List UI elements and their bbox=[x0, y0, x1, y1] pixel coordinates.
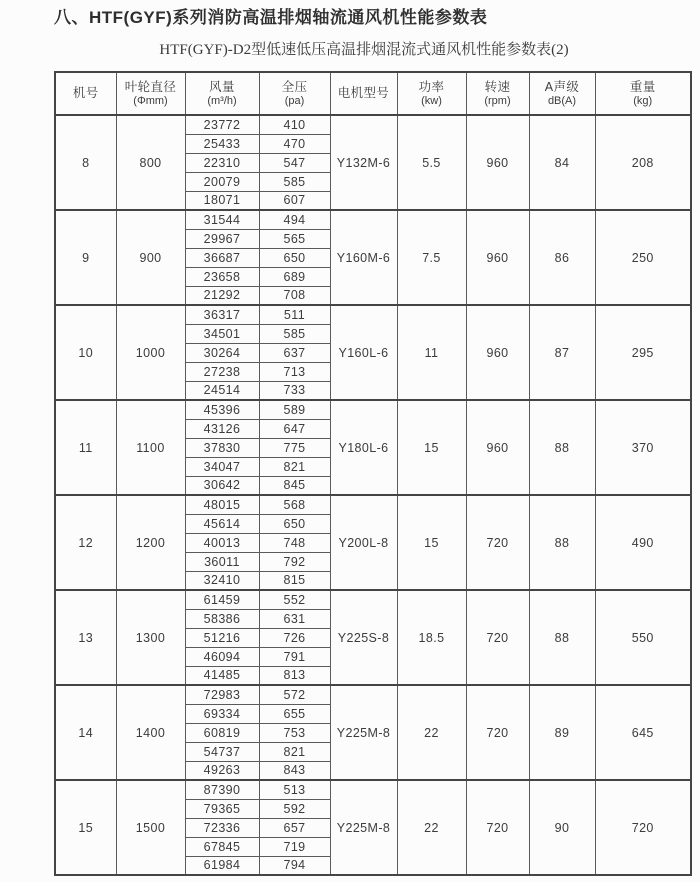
cell-airflow: 41485 bbox=[185, 666, 259, 685]
page-title: 八、HTF(GYF)系列消防高温排烟轴流通风机性能参数表 bbox=[54, 8, 488, 27]
cell-speed: 720 bbox=[466, 590, 529, 685]
cell-total-pressure: 791 bbox=[259, 647, 330, 666]
table-row bbox=[55, 590, 691, 609]
cell-airflow: 37830 bbox=[185, 438, 259, 457]
table-row bbox=[55, 685, 691, 704]
cell-total-pressure: 821 bbox=[259, 457, 330, 476]
table-row bbox=[55, 305, 691, 324]
cell-total-pressure: 637 bbox=[259, 343, 330, 362]
cell-total-pressure: 650 bbox=[259, 248, 330, 267]
cell-airflow: 23772 bbox=[185, 115, 259, 134]
cell-airflow: 22310 bbox=[185, 153, 259, 172]
header-label: 机号 bbox=[72, 86, 99, 100]
cell-total-pressure: 792 bbox=[259, 552, 330, 571]
cell-total-pressure: 821 bbox=[259, 742, 330, 761]
cell-total-pressure: 607 bbox=[259, 191, 330, 210]
cell-total-pressure: 813 bbox=[259, 666, 330, 685]
cell-machine-no: 8 bbox=[55, 115, 116, 210]
cell-noise-level: 90 bbox=[529, 780, 595, 875]
cell-total-pressure: 470 bbox=[259, 134, 330, 153]
cell-total-pressure: 513 bbox=[259, 780, 330, 799]
table-row bbox=[55, 780, 691, 799]
cell-total-pressure: 794 bbox=[259, 856, 330, 875]
cell-speed: 720 bbox=[466, 685, 529, 780]
header-speed bbox=[466, 72, 529, 115]
header-label: 重量 bbox=[629, 79, 656, 94]
cell-motor-model: Y225M-8 bbox=[330, 780, 397, 875]
cell-airflow: 21292 bbox=[185, 286, 259, 305]
cell-impeller-diameter: 1200 bbox=[116, 495, 185, 590]
header-airflow bbox=[185, 72, 259, 115]
cell-total-pressure: 650 bbox=[259, 514, 330, 533]
cell-noise-level: 88 bbox=[529, 400, 595, 495]
header-unit: (kw) bbox=[421, 94, 442, 107]
header-label: 叶轮直径 bbox=[124, 79, 177, 94]
cell-airflow: 72983 bbox=[185, 685, 259, 704]
cell-speed: 960 bbox=[466, 115, 529, 210]
cell-noise-level: 88 bbox=[529, 495, 595, 590]
cell-airflow: 24514 bbox=[185, 381, 259, 400]
cell-total-pressure: 748 bbox=[259, 533, 330, 552]
cell-power: 22 bbox=[397, 685, 466, 780]
header-label: 电机型号 bbox=[337, 86, 390, 100]
cell-airflow: 31544 bbox=[185, 210, 259, 229]
table-header-row bbox=[55, 72, 691, 115]
cell-total-pressure: 568 bbox=[259, 495, 330, 514]
cell-motor-model: Y160M-6 bbox=[330, 210, 397, 305]
cell-total-pressure: 719 bbox=[259, 837, 330, 856]
cell-power: 7.5 bbox=[397, 210, 466, 305]
cell-total-pressure: 494 bbox=[259, 210, 330, 229]
cell-machine-no: 9 bbox=[55, 210, 116, 305]
cell-total-pressure: 726 bbox=[259, 628, 330, 647]
cell-weight: 550 bbox=[595, 590, 691, 685]
cell-total-pressure: 733 bbox=[259, 381, 330, 400]
cell-airflow: 36687 bbox=[185, 248, 259, 267]
cell-airflow: 49263 bbox=[185, 761, 259, 780]
cell-weight: 295 bbox=[595, 305, 691, 400]
cell-total-pressure: 843 bbox=[259, 761, 330, 780]
page bbox=[0, 7, 700, 882]
cell-total-pressure: 547 bbox=[259, 153, 330, 172]
cell-total-pressure: 592 bbox=[259, 799, 330, 818]
cell-total-pressure: 585 bbox=[259, 324, 330, 343]
cell-weight: 490 bbox=[595, 495, 691, 590]
cell-weight: 208 bbox=[595, 115, 691, 210]
cell-noise-level: 89 bbox=[529, 685, 595, 780]
cell-speed: 720 bbox=[466, 780, 529, 875]
cell-machine-no: 13 bbox=[55, 590, 116, 685]
cell-total-pressure: 511 bbox=[259, 305, 330, 324]
header-unit: (kg) bbox=[633, 94, 653, 107]
cell-airflow: 25433 bbox=[185, 134, 259, 153]
cell-motor-model: Y180L-6 bbox=[330, 400, 397, 495]
cell-power: 5.5 bbox=[397, 115, 466, 210]
cell-impeller-diameter: 1100 bbox=[116, 400, 185, 495]
cell-airflow: 18071 bbox=[185, 191, 259, 210]
cell-machine-no: 10 bbox=[55, 305, 116, 400]
cell-total-pressure: 775 bbox=[259, 438, 330, 457]
cell-speed: 960 bbox=[466, 305, 529, 400]
cell-total-pressure: 647 bbox=[259, 419, 330, 438]
cell-airflow: 58386 bbox=[185, 609, 259, 628]
header-noise-level bbox=[529, 72, 595, 115]
cell-motor-model: Y160L-6 bbox=[330, 305, 397, 400]
cell-noise-level: 86 bbox=[529, 210, 595, 305]
cell-total-pressure: 657 bbox=[259, 818, 330, 837]
header-impeller-diameter bbox=[116, 72, 185, 115]
cell-total-pressure: 708 bbox=[259, 286, 330, 305]
cell-airflow: 43126 bbox=[185, 419, 259, 438]
cell-airflow: 40013 bbox=[185, 533, 259, 552]
cell-airflow: 30642 bbox=[185, 476, 259, 495]
header-machine-no bbox=[55, 72, 116, 115]
cell-total-pressure: 815 bbox=[259, 571, 330, 590]
cell-speed: 720 bbox=[466, 495, 529, 590]
header-weight bbox=[595, 72, 691, 115]
header-total-pressure bbox=[259, 72, 330, 115]
cell-impeller-diameter: 1500 bbox=[116, 780, 185, 875]
cell-airflow: 29967 bbox=[185, 229, 259, 248]
cell-airflow: 79365 bbox=[185, 799, 259, 818]
cell-machine-no: 11 bbox=[55, 400, 116, 495]
cell-airflow: 51216 bbox=[185, 628, 259, 647]
cell-noise-level: 84 bbox=[529, 115, 595, 210]
header-unit: (m³/h) bbox=[207, 94, 237, 107]
cell-airflow: 61459 bbox=[185, 590, 259, 609]
cell-motor-model: Y200L-8 bbox=[330, 495, 397, 590]
cell-airflow: 60819 bbox=[185, 723, 259, 742]
table-row bbox=[55, 210, 691, 229]
header-unit: (pa) bbox=[284, 94, 305, 107]
table-row bbox=[55, 115, 691, 134]
cell-total-pressure: 410 bbox=[259, 115, 330, 134]
header-label: 转速 bbox=[484, 79, 511, 94]
cell-power: 18.5 bbox=[397, 590, 466, 685]
cell-power: 15 bbox=[397, 400, 466, 495]
cell-total-pressure: 565 bbox=[259, 229, 330, 248]
cell-airflow: 34047 bbox=[185, 457, 259, 476]
cell-motor-model: Y225S-8 bbox=[330, 590, 397, 685]
cell-machine-no: 12 bbox=[55, 495, 116, 590]
cell-impeller-diameter: 1400 bbox=[116, 685, 185, 780]
cell-weight: 250 bbox=[595, 210, 691, 305]
cell-total-pressure: 585 bbox=[259, 172, 330, 191]
cell-total-pressure: 713 bbox=[259, 362, 330, 381]
cell-weight: 645 bbox=[595, 685, 691, 780]
cell-total-pressure: 655 bbox=[259, 704, 330, 723]
table-body bbox=[55, 115, 691, 875]
header-unit: dB(A) bbox=[547, 94, 577, 107]
cell-speed: 960 bbox=[466, 400, 529, 495]
fan-performance-table bbox=[54, 71, 692, 876]
cell-motor-model: Y132M-6 bbox=[330, 115, 397, 210]
header-unit: (rpm) bbox=[484, 94, 511, 107]
cell-total-pressure: 552 bbox=[259, 590, 330, 609]
cell-airflow: 69334 bbox=[185, 704, 259, 723]
cell-weight: 370 bbox=[595, 400, 691, 495]
cell-impeller-diameter: 900 bbox=[116, 210, 185, 305]
cell-speed: 960 bbox=[466, 210, 529, 305]
cell-airflow: 20079 bbox=[185, 172, 259, 191]
cell-airflow: 45396 bbox=[185, 400, 259, 419]
cell-power: 22 bbox=[397, 780, 466, 875]
cell-airflow: 34501 bbox=[185, 324, 259, 343]
header-label: A声级 bbox=[544, 79, 580, 94]
cell-power: 11 bbox=[397, 305, 466, 400]
cell-power: 15 bbox=[397, 495, 466, 590]
cell-noise-level: 88 bbox=[529, 590, 595, 685]
cell-total-pressure: 753 bbox=[259, 723, 330, 742]
cell-airflow: 67845 bbox=[185, 837, 259, 856]
cell-airflow: 36011 bbox=[185, 552, 259, 571]
header-label: 风量 bbox=[209, 79, 235, 94]
cell-total-pressure: 589 bbox=[259, 400, 330, 419]
cell-airflow: 48015 bbox=[185, 495, 259, 514]
page-subtitle: HTF(GYF)-D2型低速低压高温排烟混流式通风机性能参数表(2) bbox=[159, 42, 569, 58]
cell-airflow: 61984 bbox=[185, 856, 259, 875]
cell-noise-level: 87 bbox=[529, 305, 595, 400]
cell-airflow: 30264 bbox=[185, 343, 259, 362]
cell-airflow: 32410 bbox=[185, 571, 259, 590]
cell-machine-no: 15 bbox=[55, 780, 116, 875]
cell-airflow: 72336 bbox=[185, 818, 259, 837]
header-label: 全压 bbox=[281, 79, 308, 94]
cell-airflow: 23658 bbox=[185, 267, 259, 286]
cell-impeller-diameter: 1300 bbox=[116, 590, 185, 685]
cell-weight: 720 bbox=[595, 780, 691, 875]
cell-airflow: 87390 bbox=[185, 780, 259, 799]
cell-airflow: 45614 bbox=[185, 514, 259, 533]
cell-airflow: 36317 bbox=[185, 305, 259, 324]
header-motor-model bbox=[330, 72, 397, 115]
cell-total-pressure: 845 bbox=[259, 476, 330, 495]
cell-impeller-diameter: 800 bbox=[116, 115, 185, 210]
header-unit: (Φmm) bbox=[133, 94, 168, 107]
cell-total-pressure: 572 bbox=[259, 685, 330, 704]
header-label: 功率 bbox=[418, 79, 445, 94]
cell-total-pressure: 689 bbox=[259, 267, 330, 286]
cell-airflow: 27238 bbox=[185, 362, 259, 381]
table-row bbox=[55, 495, 691, 514]
cell-total-pressure: 631 bbox=[259, 609, 330, 628]
table-row bbox=[55, 400, 691, 419]
cell-impeller-diameter: 1000 bbox=[116, 305, 185, 400]
header-power bbox=[397, 72, 466, 115]
cell-airflow: 46094 bbox=[185, 647, 259, 666]
cell-motor-model: Y225M-8 bbox=[330, 685, 397, 780]
cell-airflow: 54737 bbox=[185, 742, 259, 761]
cell-machine-no: 14 bbox=[55, 685, 116, 780]
